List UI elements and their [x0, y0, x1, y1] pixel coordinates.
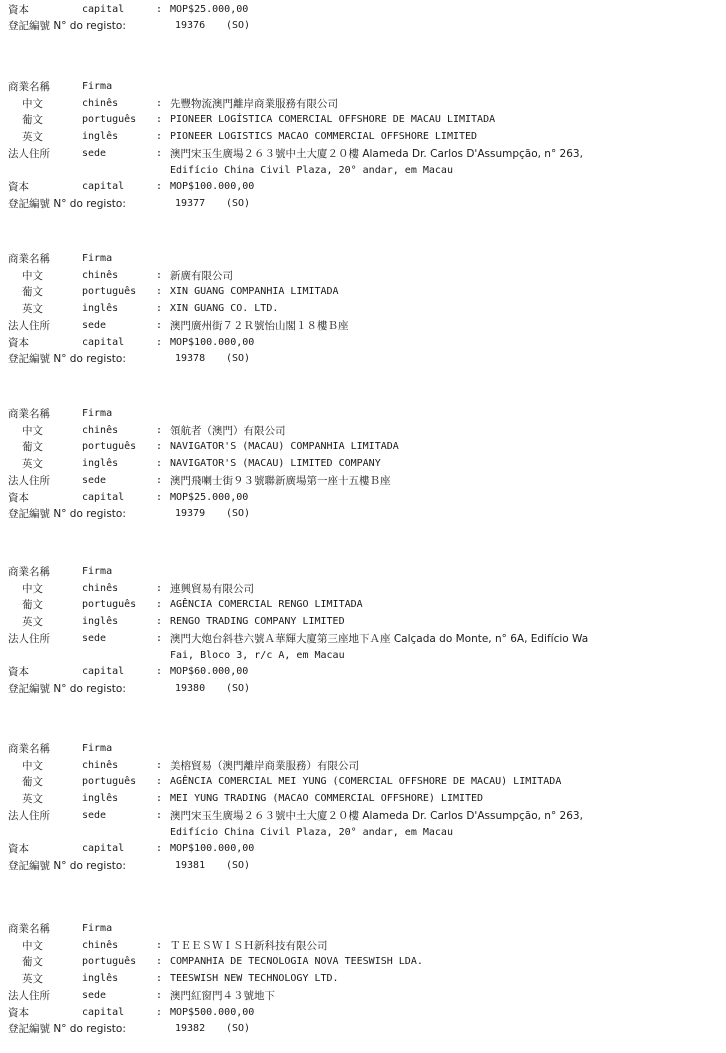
ingles-row-label-zh: 英文	[22, 303, 43, 316]
portugues-row-label-pt: português	[82, 599, 137, 611]
registo-label: 登記編號 N° do registo:	[8, 1023, 126, 1036]
chines-row-label-zh: 中文	[22, 939, 43, 952]
chines-row-label-zh: 中文	[22, 582, 43, 595]
capital-value: MOP$25.000,00	[170, 491, 249, 503]
registo-number: 19379	[175, 508, 206, 520]
registo-label: 登記編號 N° do registo:	[8, 353, 126, 366]
portugues-row-value: AGÊNCIA COMERCIAL RENGO LIMITADA	[170, 599, 363, 611]
capital-label-pt: capital	[82, 666, 125, 678]
registo-tag: (SO)	[226, 1023, 251, 1035]
chines-row-label-zh: 中文	[22, 424, 43, 437]
sede-value-continued: Edifício China Civil Plaza, 20° andar, em Macau	[170, 164, 453, 176]
colon: :	[156, 582, 163, 594]
sede-value: 澳門廣州街７２Ｒ號怡山閣１８樓Ｂ座	[170, 319, 349, 332]
portugues-row-label-pt: português	[82, 441, 137, 453]
chines-row-label-pt: chinês	[82, 582, 119, 594]
ingles-row-label-zh: 英文	[22, 458, 43, 471]
portugues-row-label-zh: 葡文	[22, 441, 43, 454]
registo-label: 登記編號 N° do registo:	[8, 197, 126, 210]
ingles-row-label-pt: inglês	[82, 973, 119, 985]
registo-number: 19376	[175, 20, 206, 31]
ingles-row-label-pt: inglês	[82, 303, 119, 315]
firma-label-pt: Firma	[82, 253, 113, 264]
colon: :	[156, 147, 163, 159]
registo-label: 登記編號 N° do registo:	[8, 20, 126, 32]
colon: :	[156, 491, 163, 503]
colon: :	[156, 441, 163, 453]
registo-tag: (SO)	[226, 353, 251, 365]
portugues-row-label-zh: 葡文	[22, 599, 43, 612]
colon: :	[156, 939, 163, 951]
sede-value-continued: Fai, Bloco 3, r/c A, em Macau	[170, 649, 345, 661]
ingles-row-value: RENGO TRADING COMPANY LIMITED	[170, 616, 345, 628]
firma-label-zh: 商業名稱	[8, 408, 50, 420]
firma-label-zh: 商業名稱	[8, 81, 50, 93]
capital-value: MOP$100.000,00	[170, 336, 255, 348]
capital-label-zh: 資本	[8, 666, 29, 679]
chines-row-value: ＴＥＥＳＷＩＳＨ新科技有限公司	[170, 939, 328, 952]
registo-tag: (SO)	[226, 508, 251, 520]
portugues-row-value: NAVIGATOR'S (MACAU) COMPANHIA LIMITADA	[170, 441, 399, 453]
colon: :	[156, 319, 163, 331]
capital-label-pt: capital	[82, 491, 125, 503]
colon: :	[156, 973, 163, 985]
portugues-row-label-pt: português	[82, 114, 137, 126]
sede-label-pt: sede	[82, 474, 107, 486]
portugues-row-label-pt: português	[82, 776, 137, 788]
chines-row-label-zh: 中文	[22, 97, 43, 110]
chines-row-label-pt: chinês	[82, 97, 119, 109]
registo-tag: (SO)	[226, 20, 251, 31]
colon: :	[156, 759, 163, 771]
firma-label-pt: Firma	[82, 81, 113, 92]
colon: :	[156, 131, 163, 143]
firma-label-pt: Firma	[82, 408, 113, 419]
sede-value-continued: Edifício China Civil Plaza, 20° andar, em Macau	[170, 826, 453, 838]
colon: :	[156, 599, 163, 611]
sede-label-zh: 法人住所	[8, 989, 50, 1002]
chines-row-value: 領航者（澳門）有限公司	[170, 424, 286, 437]
colon: :	[156, 793, 163, 805]
capital-label-pt: capital	[82, 1006, 125, 1018]
chines-row-label-pt: chinês	[82, 939, 119, 951]
ingles-row-value: MEI YUNG TRADING (MACAO COMMERCIAL OFFSHORE) LIMITED	[170, 793, 484, 805]
capital-label-zh: 資本	[8, 843, 29, 856]
registo-label: 登記編號 N° do registo:	[8, 859, 126, 872]
chines-row-label-zh: 中文	[22, 759, 43, 772]
chines-row-value: 先豐物流澳門離岸商業服務有限公司	[170, 97, 338, 110]
capital-label-pt: capital	[82, 843, 125, 855]
firma-label-zh: 商業名稱	[8, 923, 50, 935]
sede-value: 澳門紅窗門４３號地下	[170, 989, 275, 1002]
portugues-row-value: XIN GUANG COMPANHIA LIMITADA	[170, 286, 339, 298]
colon: :	[156, 303, 163, 315]
capital-value: MOP$60.000,00	[170, 666, 249, 678]
capital-label-zh: 資本	[8, 1006, 29, 1019]
portugues-row-value: PIONEER LOGÍSTICA COMERCIAL OFFSHORE DE MACAU LIMITADA	[170, 114, 496, 126]
capital-value: MOP$500.000,00	[170, 1006, 255, 1018]
registo-label: 登記編號 N° do registo:	[8, 508, 126, 521]
registo-label: 登記編號 N° do registo:	[8, 682, 126, 695]
registo-number: 19382	[175, 1023, 206, 1035]
capital-value: MOP$25.000,00	[170, 4, 249, 15]
colon: :	[156, 474, 163, 486]
ingles-row-label-zh: 英文	[22, 616, 43, 629]
colon: :	[156, 424, 163, 436]
sede-label-zh: 法人住所	[8, 809, 50, 822]
sede-label-zh: 法人住所	[8, 632, 50, 645]
capital-label-pt: capital	[82, 181, 125, 193]
ingles-row-value: TEESWISH NEW TECHNOLOGY LTD.	[170, 973, 339, 985]
capital-label-pt: capital	[82, 336, 125, 348]
sede-label-pt: sede	[82, 147, 107, 159]
registo-number: 19377	[175, 197, 206, 209]
capital-value: MOP$100.000,00	[170, 843, 255, 855]
registo-tag: (SO)	[226, 197, 251, 209]
ingles-row-label-zh: 英文	[22, 131, 43, 144]
colon: :	[156, 286, 163, 298]
colon: :	[156, 809, 163, 821]
chines-row-value: 新廣有限公司	[170, 269, 233, 282]
registo-number: 19381	[175, 859, 206, 871]
capital-label-zh: 資本	[8, 181, 29, 194]
sede-value: 澳門宋玉生廣場２６３號中土大廈２０樓 Alameda Dr. Carlos D'Assumpção, n° 263,	[170, 809, 583, 822]
chines-row-label-pt: chinês	[82, 759, 119, 771]
portugues-row-label-pt: português	[82, 956, 137, 968]
portugues-row-label-zh: 葡文	[22, 114, 43, 127]
ingles-row-label-pt: inglês	[82, 131, 119, 143]
colon: :	[156, 336, 163, 348]
ingles-row-value: PIONEER LOGISTICS MACAO COMMERCIAL OFFSHORE LIMITED	[170, 131, 478, 143]
sede-value: 澳門飛喇士街９３號聯新廣場第一座十五樓Ｂ座	[170, 474, 391, 487]
portugues-row-value: COMPANHIA DE TECNOLOGIA NOVA TEESWISH LDA.	[170, 956, 423, 968]
colon: :	[156, 616, 163, 628]
portugues-row-label-zh: 葡文	[22, 956, 43, 969]
capital-value: MOP$100.000,00	[170, 181, 255, 193]
chines-row-label-pt: chinês	[82, 424, 119, 436]
firma-label-pt: Firma	[82, 743, 113, 754]
sede-value: 澳門宋玉生廣場２６３號中土大廈２０樓 Alameda Dr. Carlos D'Assumpção, n° 263,	[170, 147, 583, 160]
colon: :	[156, 181, 163, 193]
colon: :	[156, 1006, 163, 1018]
registo-number: 19380	[175, 682, 206, 694]
ingles-row-label-pt: inglês	[82, 458, 119, 470]
firma-label-zh: 商業名稱	[8, 743, 50, 755]
portugues-row-label-zh: 葡文	[22, 776, 43, 789]
ingles-row-label-pt: inglês	[82, 793, 119, 805]
colon: :	[156, 776, 163, 788]
registo-tag: (SO)	[226, 682, 251, 694]
registo-tag: (SO)	[226, 859, 251, 871]
colon: :	[156, 632, 163, 644]
capital-label-zh: 資本	[8, 336, 29, 349]
capital-label-pt: capital	[82, 4, 125, 15]
colon: :	[156, 4, 163, 15]
sede-label-pt: sede	[82, 989, 107, 1001]
portugues-row-value: AGÊNCIA COMERCIAL MEI YUNG (COMERCIAL OFFSHORE DE MACAU) LIMITADA	[170, 776, 562, 788]
firma-label-zh: 商業名稱	[8, 566, 50, 578]
registo-number: 19378	[175, 353, 206, 365]
sede-label-pt: sede	[82, 319, 107, 331]
ingles-row-label-zh: 英文	[22, 973, 43, 986]
firma-label-zh: 商業名稱	[8, 253, 50, 265]
chines-row-label-pt: chinês	[82, 269, 119, 281]
colon: :	[156, 114, 163, 126]
firma-label-pt: Firma	[82, 566, 113, 577]
colon: :	[156, 458, 163, 470]
colon: :	[156, 269, 163, 281]
ingles-row-label-pt: inglês	[82, 616, 119, 628]
ingles-row-label-zh: 英文	[22, 793, 43, 806]
ingles-row-value: NAVIGATOR'S (MACAU) LIMITED COMPANY	[170, 458, 381, 470]
chines-row-label-zh: 中文	[22, 269, 43, 282]
firma-label-pt: Firma	[82, 923, 113, 934]
ingles-row-value: XIN GUANG CO. LTD.	[170, 303, 279, 315]
colon: :	[156, 989, 163, 1001]
capital-label-zh: 資本	[8, 4, 29, 16]
portugues-row-label-pt: português	[82, 286, 137, 298]
portugues-row-label-zh: 葡文	[22, 286, 43, 299]
chines-row-value: 美榕貿易（澳門離岸商業服務）有限公司	[170, 759, 359, 772]
colon: :	[156, 843, 163, 855]
colon: :	[156, 956, 163, 968]
colon: :	[156, 666, 163, 678]
sede-label-pt: sede	[82, 632, 107, 644]
colon: :	[156, 97, 163, 109]
sede-label-zh: 法人住所	[8, 147, 50, 160]
sede-label-pt: sede	[82, 809, 107, 821]
sede-label-zh: 法人住所	[8, 319, 50, 332]
capital-label-zh: 資本	[8, 491, 29, 504]
sede-label-zh: 法人住所	[8, 474, 50, 487]
sede-value: 澳門大炮台斜巷六號Ａ華輝大廈第三座地下Ａ座 Calçada do Monte, n° 6A, Edifício Wa	[170, 632, 589, 645]
chines-row-value: 連興貿易有限公司	[170, 582, 254, 595]
